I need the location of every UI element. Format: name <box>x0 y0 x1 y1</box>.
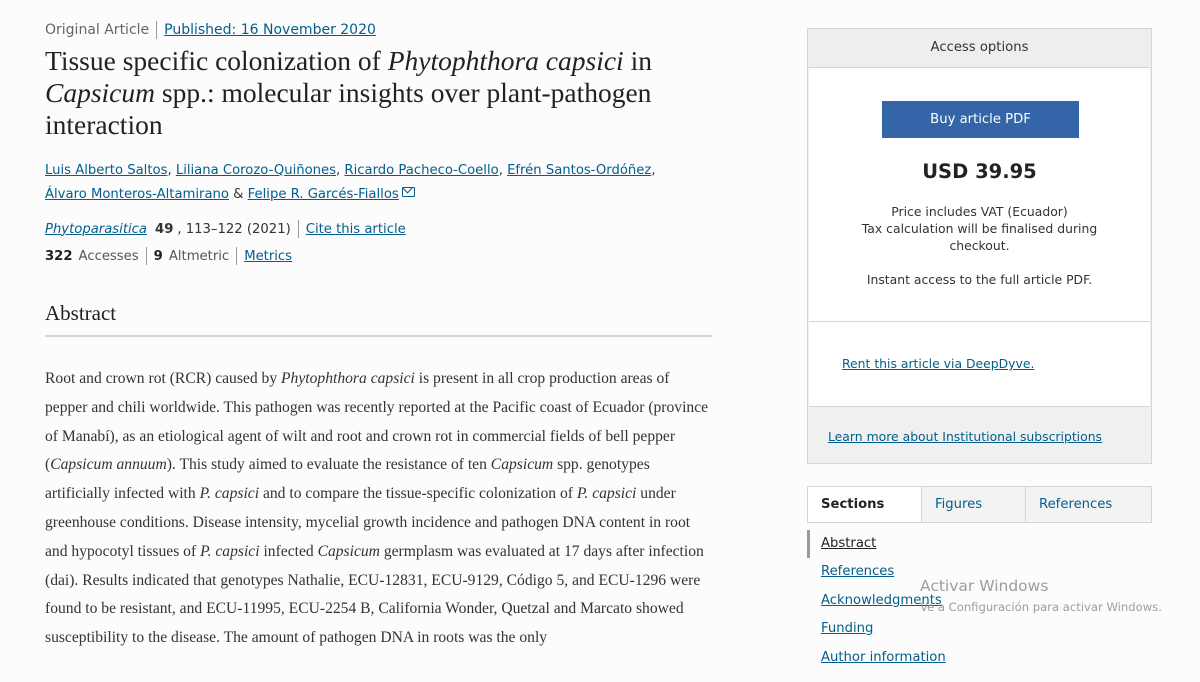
pages-year: , 113–122 (2021) <box>177 221 291 237</box>
abstract-text: spp. genotypes artificially infected with <box>45 456 650 503</box>
purchase-panel <box>809 67 1150 322</box>
rent-deepdyve-link[interactable]: Rent this article via DeepDyve. <box>842 356 1035 371</box>
abstract-italic: P. capsici <box>576 485 637 503</box>
title-part: Tissue specific colonization of <box>45 45 388 76</box>
tab-figures[interactable]: Figures <box>922 487 1026 522</box>
altmetric-label: Altmetric <box>168 248 230 264</box>
institutional-subscriptions-link[interactable]: Learn more about Institutional subscriptions <box>828 429 1103 444</box>
divider <box>156 21 157 39</box>
section-link[interactable]: Abstract <box>821 536 877 551</box>
vat-included-note: Price includes VAT (Ecuador) <box>891 204 1068 219</box>
author-link[interactable]: Álvaro Monteros-Altamirano <box>45 187 229 202</box>
section-link[interactable]: Author information <box>821 649 946 665</box>
section-link[interactable]: Funding <box>821 621 874 637</box>
cite-article-link[interactable]: Cite this article <box>305 221 406 237</box>
author-link[interactable]: Efrén Santos-Ordóñez <box>507 163 652 178</box>
section-item-abstract <box>807 530 1152 558</box>
access-options-box <box>807 28 1152 464</box>
metrics-link[interactable]: Metrics <box>244 248 293 264</box>
abstract-italic: Capsicum <box>317 542 380 560</box>
author-separator: , <box>336 163 345 178</box>
citation-line <box>45 220 406 238</box>
tax-calculation-note: Tax calculation will be finalised during checkout. <box>861 221 1098 253</box>
divider <box>146 247 147 265</box>
price: USD 39.95 <box>922 160 1037 183</box>
abstract-italic: P. capsici <box>200 542 260 560</box>
title-part: in <box>623 45 652 76</box>
vat-note <box>854 203 1105 254</box>
section-item-author-information <box>807 644 1152 672</box>
abstract-text: infected <box>259 542 318 560</box>
title-italic-part: Phytophthora capsici <box>387 45 624 76</box>
author-link[interactable]: Felipe R. Garcés-Fiallos <box>247 187 399 202</box>
metrics-line <box>45 247 292 265</box>
volume: 49 <box>155 221 174 237</box>
section-link[interactable]: Acknowledgments <box>821 592 942 608</box>
abstract-text: and to compare the tissue-specific colonization of <box>259 485 577 503</box>
article-meta-line <box>45 21 376 39</box>
article-title <box>45 45 725 141</box>
abstract-paragraph <box>45 365 711 653</box>
section-link[interactable]: References <box>821 564 895 580</box>
article-type: Original Article <box>45 22 150 38</box>
accesses-label: Accesses <box>78 248 139 264</box>
windows-activation-watermark-subtitle: Ve a Configuración para activar Windows. <box>920 600 1162 614</box>
divider <box>236 247 237 265</box>
rent-panel <box>809 322 1150 407</box>
author-separator: , <box>167 163 176 178</box>
abstract-text: under greenhouse conditions. Disease intensity, mycelial growth incidence and pathogen DNA content in root and hypocotyl tissues of <box>45 485 691 560</box>
windows-activation-watermark-title: Activar Windows <box>920 577 1049 595</box>
abstract-text: ). This study aimed to evaluate the resistance of ten <box>166 456 491 474</box>
abstract-text: is present in all crop production areas of pepper and chili worldwide. This pathogen was recently reported at the Pacific coast of Ecuador (province of Manabí), as an etiological agent of wilt and root and crown rot in commercial fields of bell pepper ( <box>45 370 709 474</box>
tab-sections[interactable]: Sections <box>808 487 922 522</box>
instant-access-note: Instant access to the full article PDF. <box>866 272 1093 287</box>
title-italic-part: Capsicum <box>45 77 155 108</box>
abstract-italic: Phytophthora capsici <box>281 370 415 387</box>
divider <box>298 220 299 238</box>
author-and: & <box>228 187 248 202</box>
buy-article-pdf-button[interactable]: Buy article PDF <box>882 101 1079 138</box>
section-item-funding <box>807 615 1152 643</box>
title-part: spp.: molecular insights over plant-pathogen interaction <box>45 77 652 140</box>
journal-link[interactable]: Phytoparasitica <box>45 221 148 237</box>
altmetric-count: 9 <box>153 248 163 264</box>
abstract-text: germplasm was evaluated at 17 days after infection (dai). Results indicated that genotypes Nathalie, ECU-12831, ECU-9129, Código 5, and ECU-1296 were found to be resistant, and ECU-11995, ECU-2254 B, California Wonder, Quetzal and Marcato showed susceptibility to the disease. The amount of pathogen DNA in roots was the only <box>45 542 704 647</box>
abstract-text: Root and crown rot (RCR) caused by <box>45 370 282 387</box>
author-link[interactable]: Luis Alberto Saltos <box>45 163 168 178</box>
sidebar-tabs <box>807 486 1152 523</box>
author-link[interactable]: Ricardo Pacheco-Coello <box>344 163 499 178</box>
abstract-italic: Capsicum annuum <box>50 456 167 474</box>
author-link[interactable]: Liliana Corozo-Quiñones <box>175 163 337 178</box>
mail-icon[interactable] <box>402 187 415 197</box>
access-options-header: Access options <box>808 29 1151 66</box>
accesses-count: 322 <box>45 248 73 264</box>
author-separator: , <box>651 163 656 178</box>
published-date-link[interactable]: Published: 16 November 2020 <box>164 22 376 38</box>
author-list <box>45 159 695 207</box>
abstract-italic: P. capsici <box>199 485 260 503</box>
tab-references[interactable]: References <box>1039 497 1113 512</box>
author-separator: , <box>498 163 508 178</box>
abstract-italic: Capsicum <box>490 456 554 474</box>
abstract-heading: Abstract <box>45 301 712 337</box>
